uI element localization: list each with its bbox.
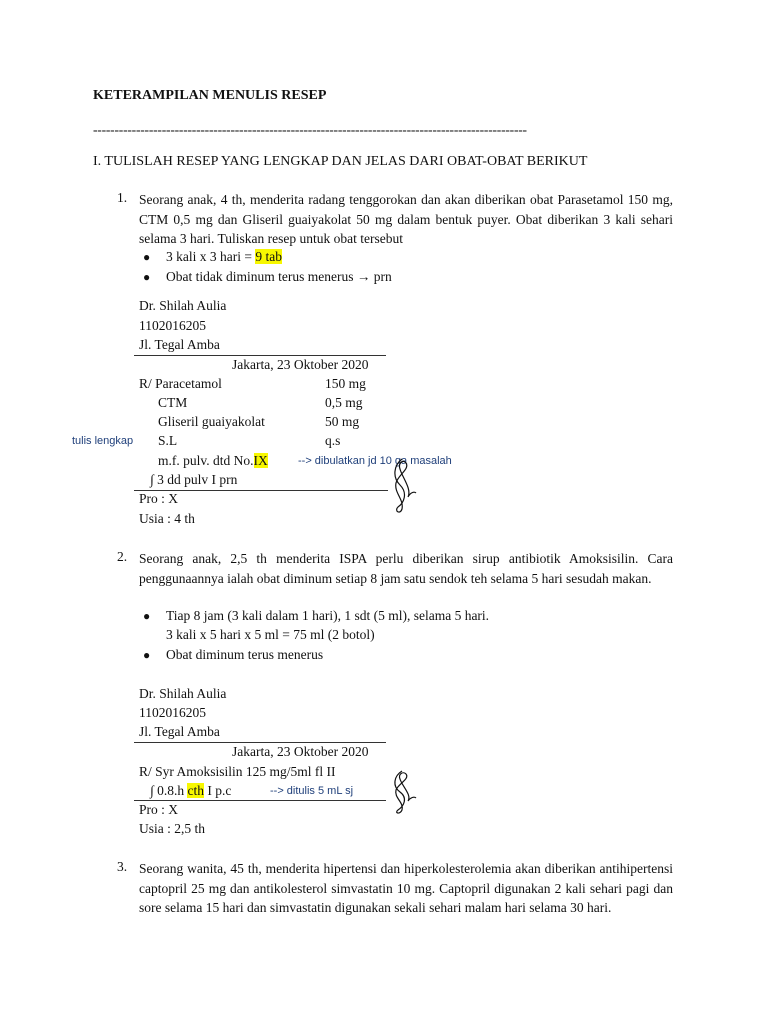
annotation-note: --> dibulatkan jd 10 ga masalah xyxy=(298,455,452,467)
doctor-id: 1102016205 xyxy=(139,318,206,333)
rx-item-dose: q.s xyxy=(325,433,341,448)
handwritten-signature-icon xyxy=(388,768,418,816)
bullet-text: prn xyxy=(370,269,392,284)
highlighted-text: 9 tab xyxy=(255,249,282,264)
bullet-text: Obat tidak diminum terus menerus xyxy=(166,269,357,284)
doctor-address: Jl. Tegal Amba xyxy=(139,337,220,352)
section-heading: I. TULISLAH RESEP YANG LENGKAP DAN JELAS DARI OBAT-OBAT BERIKUT xyxy=(93,154,588,169)
bullet-dot-icon: ● xyxy=(143,648,151,662)
bullet-text: 3 kali x 3 hari = xyxy=(166,249,256,264)
rx-item-name: R/ Paracetamol xyxy=(139,376,222,391)
question-number: 2. xyxy=(117,549,128,564)
doctor-name: Dr. Shilah Aulia xyxy=(139,686,227,701)
question-text: Seorang anak, 2,5 th menderita ISPA perlu diberikan sirup antibiotik Amoksisilin. Cara penggunaannya ialah obat diminum setiap 8 jam satu sendok teh selama 5 hari sesudah makan. xyxy=(139,551,673,586)
signa-instruction: ∫ 0.8.h cth I p.c xyxy=(150,783,232,798)
doctor-address: Jl. Tegal Amba xyxy=(139,724,220,739)
rx-compounding-instruction: m.f. pulv. dtd No.IX xyxy=(158,453,268,468)
bullet-text: Obat diminum terus menerus xyxy=(166,647,324,662)
separator-line: ----------------------------------------------------------------------------------------------------- xyxy=(93,122,527,137)
signa-instruction: ∫ 3 dd pulv I prn xyxy=(150,472,238,487)
rx-item-name: CTM xyxy=(158,395,188,410)
side-annotation: tulis lengkap xyxy=(72,435,134,447)
header-divider xyxy=(134,355,386,356)
doctor-id: 1102016205 xyxy=(139,705,206,720)
prescription-date: Jakarta, 23 Oktober 2020 xyxy=(232,357,369,372)
patient-age: Usia : 4 th xyxy=(139,511,195,526)
rx-item-name: S.L xyxy=(158,433,178,448)
bullet-dot-icon: ● xyxy=(143,609,151,623)
question-text: Seorang anak, 4 th, menderita radang tenggorokan dan akan diberikan obat Parasetamol 150 mg, CTM 0,5 mg dan Gliseril guaiyakolat 50 mg dalam bentuk puyer. Obat diberikan 3 kali sehari selama 3 hari. Tuliskan resep untuk obat tersebut xyxy=(139,192,673,246)
patient-pro: Pro : X xyxy=(139,491,179,506)
highlighted-text: IX xyxy=(253,453,268,468)
bullet-text: Tiap 8 jam (3 kali dalam 1 hari), 1 sdt (5 ml), selama 5 hari. xyxy=(166,608,490,623)
question-number: 3. xyxy=(117,859,128,874)
bullet-dot-icon: ● xyxy=(143,250,151,264)
rx-item-dose: 0,5 mg xyxy=(325,395,363,410)
rx-item-name: Gliseril guaiyakolat xyxy=(158,414,265,429)
annotation-note: --> ditulis 5 mL sj xyxy=(270,785,354,797)
bullet-item xyxy=(166,249,282,265)
bullet-item xyxy=(166,269,392,285)
right-arrow-icon: → xyxy=(356,269,371,284)
question-text: Seorang wanita, 45 th, menderita hipertensi dan hiperkolesterolemia akan diberikan antihipertensi captopril 25 mg dan antikolesterol simvastatin 10 mg. Captopril digunakan 2 kali sehari pagi dan sore selama 15 hari dan simvastatin digunakan sekali sehari malam hari selama 30 hari. xyxy=(139,861,673,915)
bullet-dot-icon: ● xyxy=(143,270,151,284)
bullet-text: 3 kali x 5 hari x 5 ml = 75 ml (2 botol) xyxy=(166,627,375,642)
rx-item-name: R/ Syr Amoksisilin 125 mg/5ml fl II xyxy=(139,764,336,779)
rx-item-dose: 150 mg xyxy=(325,376,366,391)
header-divider xyxy=(134,742,386,743)
rx-item-dose: 50 mg xyxy=(325,414,360,429)
patient-age: Usia : 2,5 th xyxy=(139,821,205,836)
doctor-name: Dr. Shilah Aulia xyxy=(139,298,227,313)
document-title: KETERAMPILAN MENULIS RESEP xyxy=(93,88,327,103)
signa-divider xyxy=(134,800,386,801)
patient-pro: Pro : X xyxy=(139,802,179,817)
highlighted-text: cth xyxy=(187,783,204,798)
question-number: 1. xyxy=(117,190,128,205)
handwritten-signature-icon xyxy=(388,455,418,517)
prescription-date: Jakarta, 23 Oktober 2020 xyxy=(232,744,369,759)
